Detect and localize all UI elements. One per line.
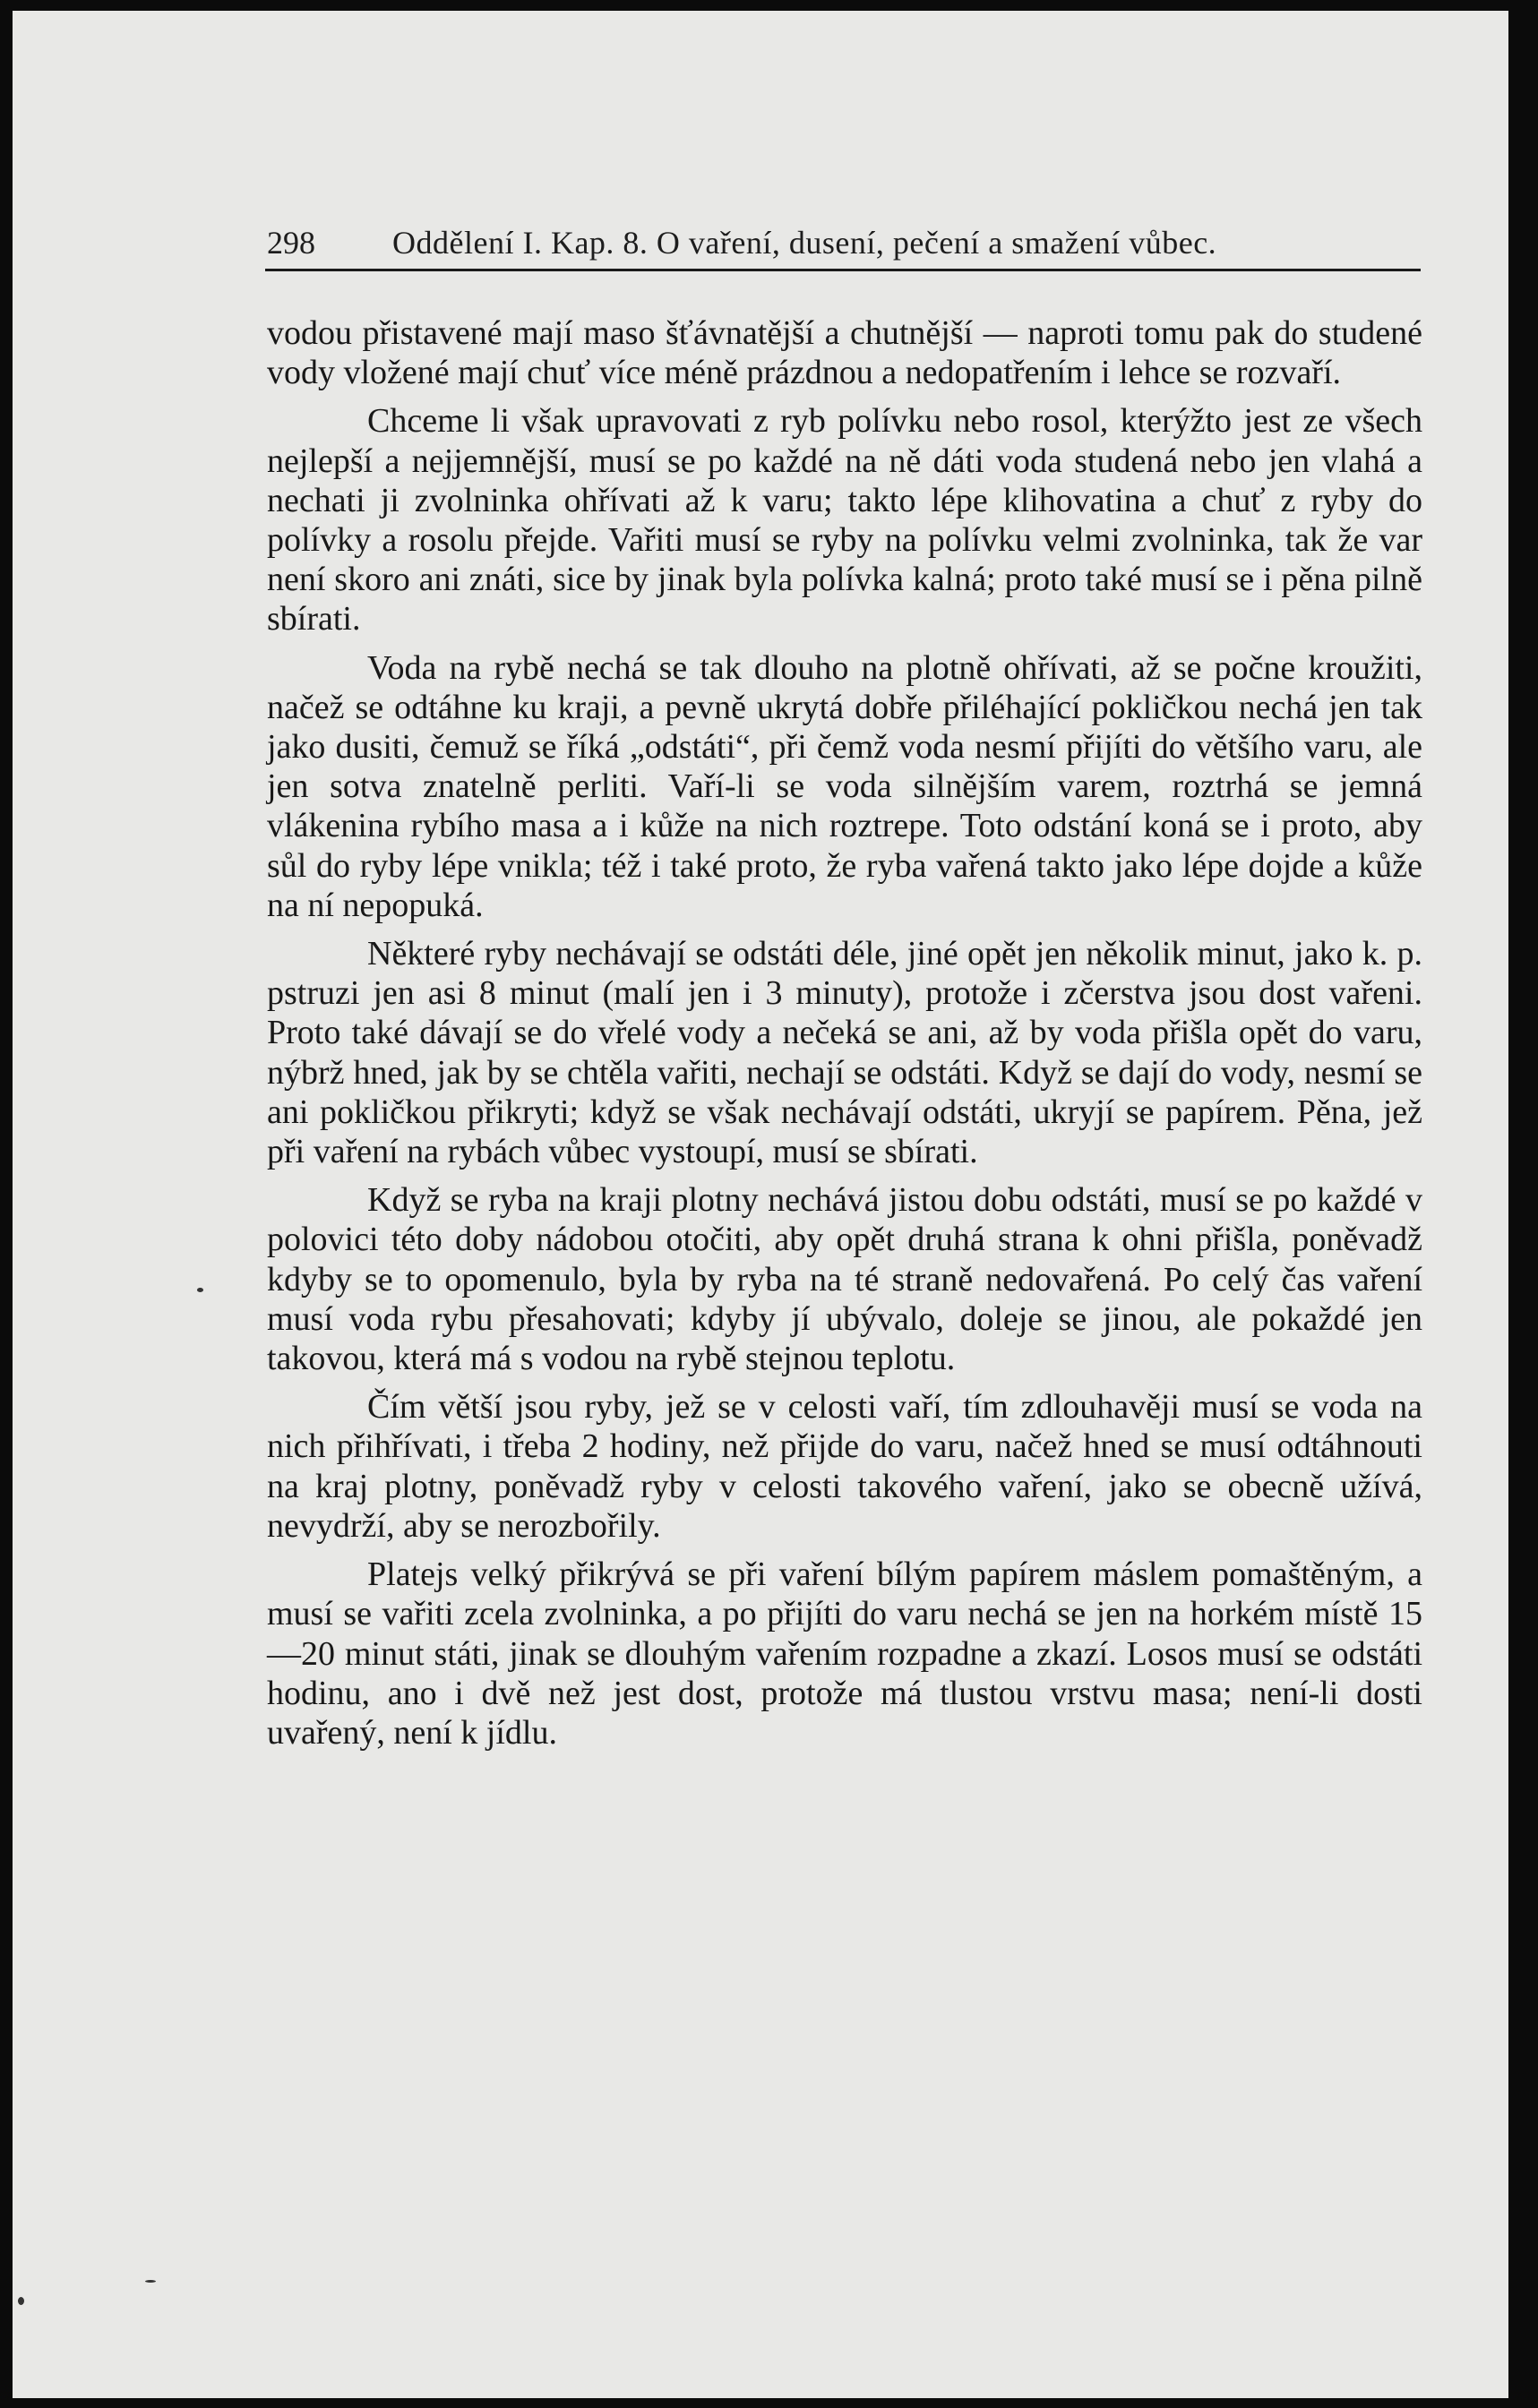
paragraph-large-fish: Čím větší jsou ryby, jež se v celosti vaří, tím zdlouhavěji musí se voda na nich přihřívati, i třeba 2 hodiny, než přijde do varu, načež hned se musí odtáhnouti na kraj plotny, poněvadž ryby v celosti takového vaření, jako se obecně užívá, nevydrží, aby se nerozbořily. <box>267 1388 1422 1545</box>
paragraph-trout: Některé ryby nechávají se odstáti déle, jiné opět jen několik minut, jako k. p. pstruzi jen asi 8 minut (malí jen i 3 minuty), protože i zčerstva jsou dost vařeni. Proto také dávají se do vřelé vody a nečeká se ani, až by voda přišla opět do varu, nýbrž hned, jak by se chtěla vařiti, nechají se odstáti. Když se dají do vody, nesmí se ani pokličkou přikryti; když se však nechávají odstáti, ukryjí se papírem. Pěna, jež při vaření na rybách vůbec vystoupí, musí se sbírati. <box>267 935 1422 1171</box>
margin-speck <box>197 1288 203 1292</box>
book-page <box>13 11 1508 2398</box>
page-number: 298 <box>267 225 315 261</box>
paragraph-turning-pot: Když se ryba na kraji plotny nechává jistou dobu odstáti, musí se po každé v polovici této doby nádobou otočiti, aby opět druhá strana k ohni přišla, poněvadž kdyby se to opomenulo, byla by ryba na té straně nedovařená. Po celý čas vaření musí voda rybu přesahovati; kdyby jí ubývalo, doleje se jinou, ale pokaždé jen takovou, která má s vodou na rybě stejnou teplotu. <box>267 1181 1422 1378</box>
margin-speck <box>145 2280 156 2283</box>
paragraph-platejs-losos: Platejs velký přikrývá se při vaření bílým papírem máslem pomaštěným, a musí se vařiti zcela zvolninka, a po přijíti do varu nechá se jen na horkém místě 15—20 minut státi, jinak se dlouhým vařením rozpadne a zkazí. Losos musí se odstáti hodinu, ano i dvě než jest dost, protože má tlustou vrstvu masa; není-li dosti uvařený, není k jídlu. <box>267 1555 1422 1752</box>
paragraph-continuation: vodou přistavené mají maso šťávnatější a chutnější — naproti tomu pak do studené vody vložené mají chuť více méně prázdnou a nedopatřením i lehce se rozvaří. <box>267 314 1422 392</box>
running-header <box>267 224 1387 261</box>
paragraph-fish-soup: Chceme li však upravovati z ryb polívku nebo rosol, kterýžto jest ze všech nejlepší a nejjemnější, musí se po každé na ně dáti voda studená nebo jen vlahá a nechati ji zvolninka ohřívati až k varu; takto lépe klihovatina a chuť z ryby do polívky a rosolu přejde. Vařiti musí se ryby na polívku velmi zvolninka, tak že var není skoro ani znáti, sice by jinak byla polívka kalná; proto také musí se i pěna pilně sbírati. <box>267 402 1422 638</box>
body-text <box>267 313 1422 1761</box>
margin-speck <box>18 2297 24 2305</box>
paragraph-odstati: Voda na rybě nechá se tak dlouho na plotně ohřívati, až se počne kroužiti, načež se odtáhne ku kraji, a pevně ukrytá dobře přiléhající pokličkou nechá jen tak jako dusiti, čemuž se říká „odstáti“, při čemž voda nesmí přijíti do většího varu, ale jen sotva znatelně perliti. Vaří-li se voda silnějším varem, roztrhá se jemná vlákenina rybího masa a i kůže na nich roztrepe. Toto odstání koná se i proto, aby sůl do ryby lépe vnikla; též i také proto, že ryba vařená takto jako lépe dojde a kůže na ní nepopuká. <box>267 648 1422 924</box>
running-title: Oddělení I. Kap. 8. O vaření, dusení, pečení a smažení vůbec. <box>392 225 1217 261</box>
header-rule <box>265 269 1421 271</box>
